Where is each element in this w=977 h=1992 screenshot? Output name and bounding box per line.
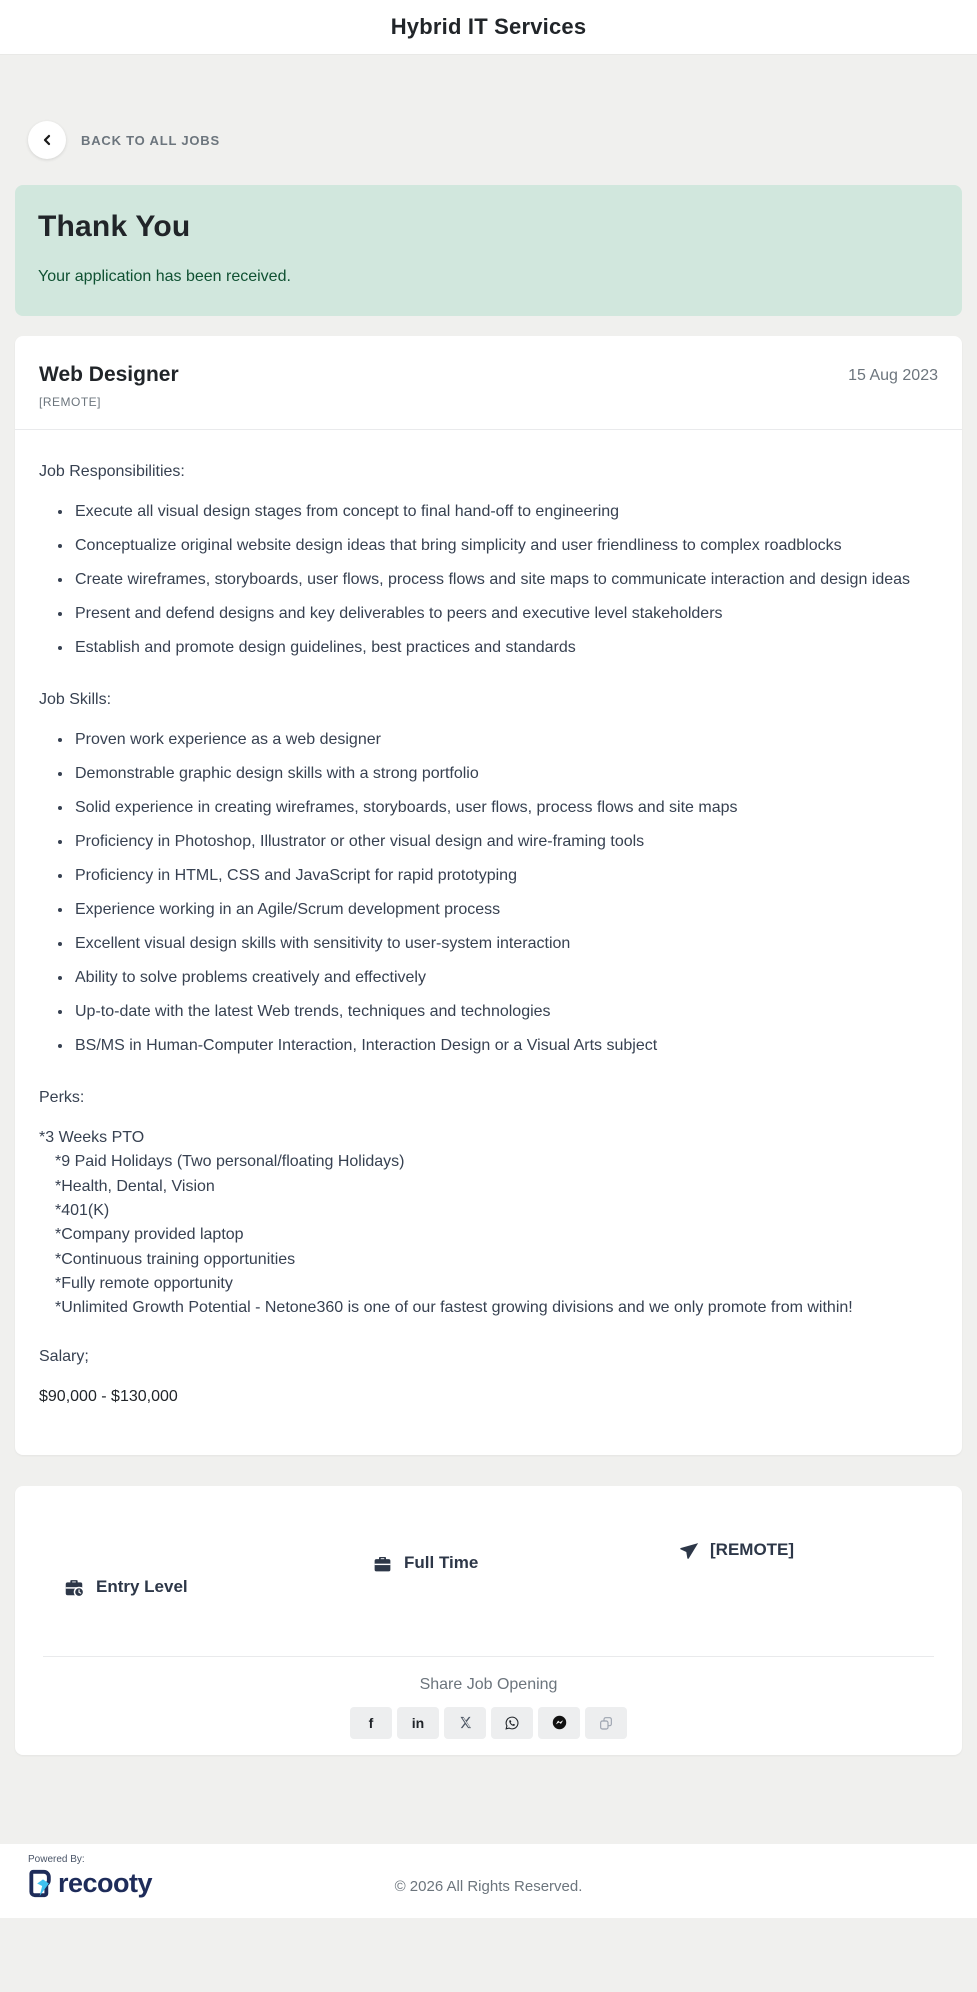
linkedin-icon: in — [411, 1714, 425, 1731]
job-posted-date: 15 Aug 2023 — [848, 367, 938, 384]
experience-level-label: Entry Level — [96, 1576, 188, 1596]
job-description — [15, 430, 962, 1455]
job-title-block — [39, 363, 179, 409]
perks-heading: Perks: — [39, 1089, 85, 1106]
salary-value: $90,000 - $130,000 — [39, 1387, 178, 1405]
perk-line: *Fully remote opportunity — [55, 1274, 233, 1292]
facebook-icon: f — [368, 1714, 374, 1731]
briefcase-icon — [372, 1553, 393, 1574]
powered-by-label: Powered By: — [28, 1853, 85, 1865]
list-item: • Execute all visual design stages from concept to final hand-off to engineering — [73, 500, 938, 524]
page-container — [0, 121, 977, 1755]
list-item: • Conceptualize original website design ideas that bring simplicity and user friendliness to complex roadblocks — [73, 534, 938, 558]
back-button[interactable] — [28, 121, 66, 159]
x-twitter-icon — [458, 1715, 473, 1730]
company-title: Hybrid IT Services — [390, 14, 587, 39]
perk-line: *Company provided laptop — [55, 1226, 244, 1244]
share-messenger-button[interactable] — [538, 1707, 580, 1739]
send-icon — [679, 1540, 699, 1560]
perks-block — [39, 1126, 938, 1321]
share-x-button[interactable] — [444, 1707, 486, 1739]
employment-type-label: Full Time — [404, 1553, 479, 1572]
list-item: • Establish and promote design guidelines, best practices and standards — [73, 636, 938, 660]
skills-list — [39, 728, 938, 1058]
list-item: • Proficiency in Photoshop, Illustrator or other visual design and wire-framing tools — [73, 830, 938, 854]
chevron-left-icon — [39, 132, 55, 148]
perk-line: *401(K) — [55, 1201, 110, 1219]
list-item: • Up-to-date with the latest Web trends, techniques and technologies — [73, 1000, 938, 1024]
list-item: • Solid experience in creating wireframes, storyboards, user flows, process flows and site maps — [73, 796, 938, 820]
share-facebook-button[interactable] — [350, 1707, 392, 1739]
skills-heading: Job Skills: — [39, 691, 112, 708]
perk-line: *Unlimited Growth Potential - Netone360 is one of our fastest growing divisions and we only promote from within! — [55, 1299, 853, 1317]
list-item: • Proven work experience as a web designer — [73, 728, 938, 752]
job-location-tag: [REMOTE] — [39, 395, 102, 409]
responsibilities-heading: Job Responsibilities: — [39, 463, 185, 480]
recooty-brand-name: recooty — [58, 1867, 153, 1898]
share-copy-link-button[interactable] — [585, 1707, 627, 1739]
thank-you-banner — [15, 185, 962, 316]
share-linkedin-button[interactable] — [397, 1707, 439, 1739]
salary-heading: Salary; — [39, 1347, 89, 1365]
job-details-card — [15, 336, 962, 1455]
experience-level-item — [63, 1576, 188, 1598]
page-footer — [0, 1844, 977, 1918]
perks-indented-list — [39, 1150, 938, 1320]
perk-line: *Health, Dental, Vision — [55, 1177, 215, 1195]
list-item: • Proficiency in HTML, CSS and JavaScript for rapid prototyping — [73, 864, 938, 888]
banner-title: Thank You — [38, 210, 191, 243]
messenger-icon — [551, 1714, 568, 1731]
share-divider — [43, 1656, 934, 1657]
list-item: • Create wireframes, storyboards, user flows, process flows and site maps to communicate interaction and design ideas — [73, 568, 938, 592]
job-title: Web Designer — [39, 363, 179, 386]
perk-line: *Continuous training opportunities — [55, 1250, 296, 1268]
list-item: • Demonstrable graphic design skills with a strong portfolio — [73, 762, 938, 786]
whatsapp-icon — [504, 1715, 520, 1731]
job-card-header — [15, 336, 962, 429]
job-meta-card — [15, 1486, 962, 1755]
job-meta-zone — [15, 1486, 962, 1656]
list-item: • Present and defend designs and key deliverables to peers and executive level stakeholders — [73, 602, 938, 626]
top-bar — [0, 0, 977, 55]
back-navigation — [15, 121, 962, 159]
share-whatsapp-button[interactable] — [491, 1707, 533, 1739]
list-item: • Experience working in an Agile/Scrum development process — [73, 898, 938, 922]
briefcase-badge-icon — [63, 1576, 85, 1598]
employment-type-item — [372, 1553, 478, 1574]
list-item: • Excellent visual design skills with sensitivity to user-system interaction — [73, 932, 938, 956]
copy-link-icon — [598, 1715, 614, 1731]
location-item — [679, 1540, 794, 1560]
list-item: • BS/MS in Human-Computer Interaction, Interaction Design or a Visual Arts subject — [73, 1034, 938, 1058]
perk-line: *3 Weeks PTO — [39, 1129, 145, 1146]
list-item: • Ability to solve problems creatively and effectively — [73, 966, 938, 990]
perk-line: *9 Paid Holidays (Two personal/floating Holidays) — [55, 1153, 405, 1171]
banner-message: Your application has been received. — [38, 268, 291, 285]
back-to-all-jobs-link[interactable]: BACK TO ALL JOBS — [81, 132, 220, 148]
share-buttons-row — [15, 1707, 962, 1739]
responsibilities-list — [39, 500, 938, 660]
location-label: [REMOTE] — [710, 1539, 795, 1559]
copyright-text: © 2026 All Rights Reserved. — [394, 1877, 583, 1895]
share-job-opening-label: Share Job Opening — [419, 1675, 558, 1693]
